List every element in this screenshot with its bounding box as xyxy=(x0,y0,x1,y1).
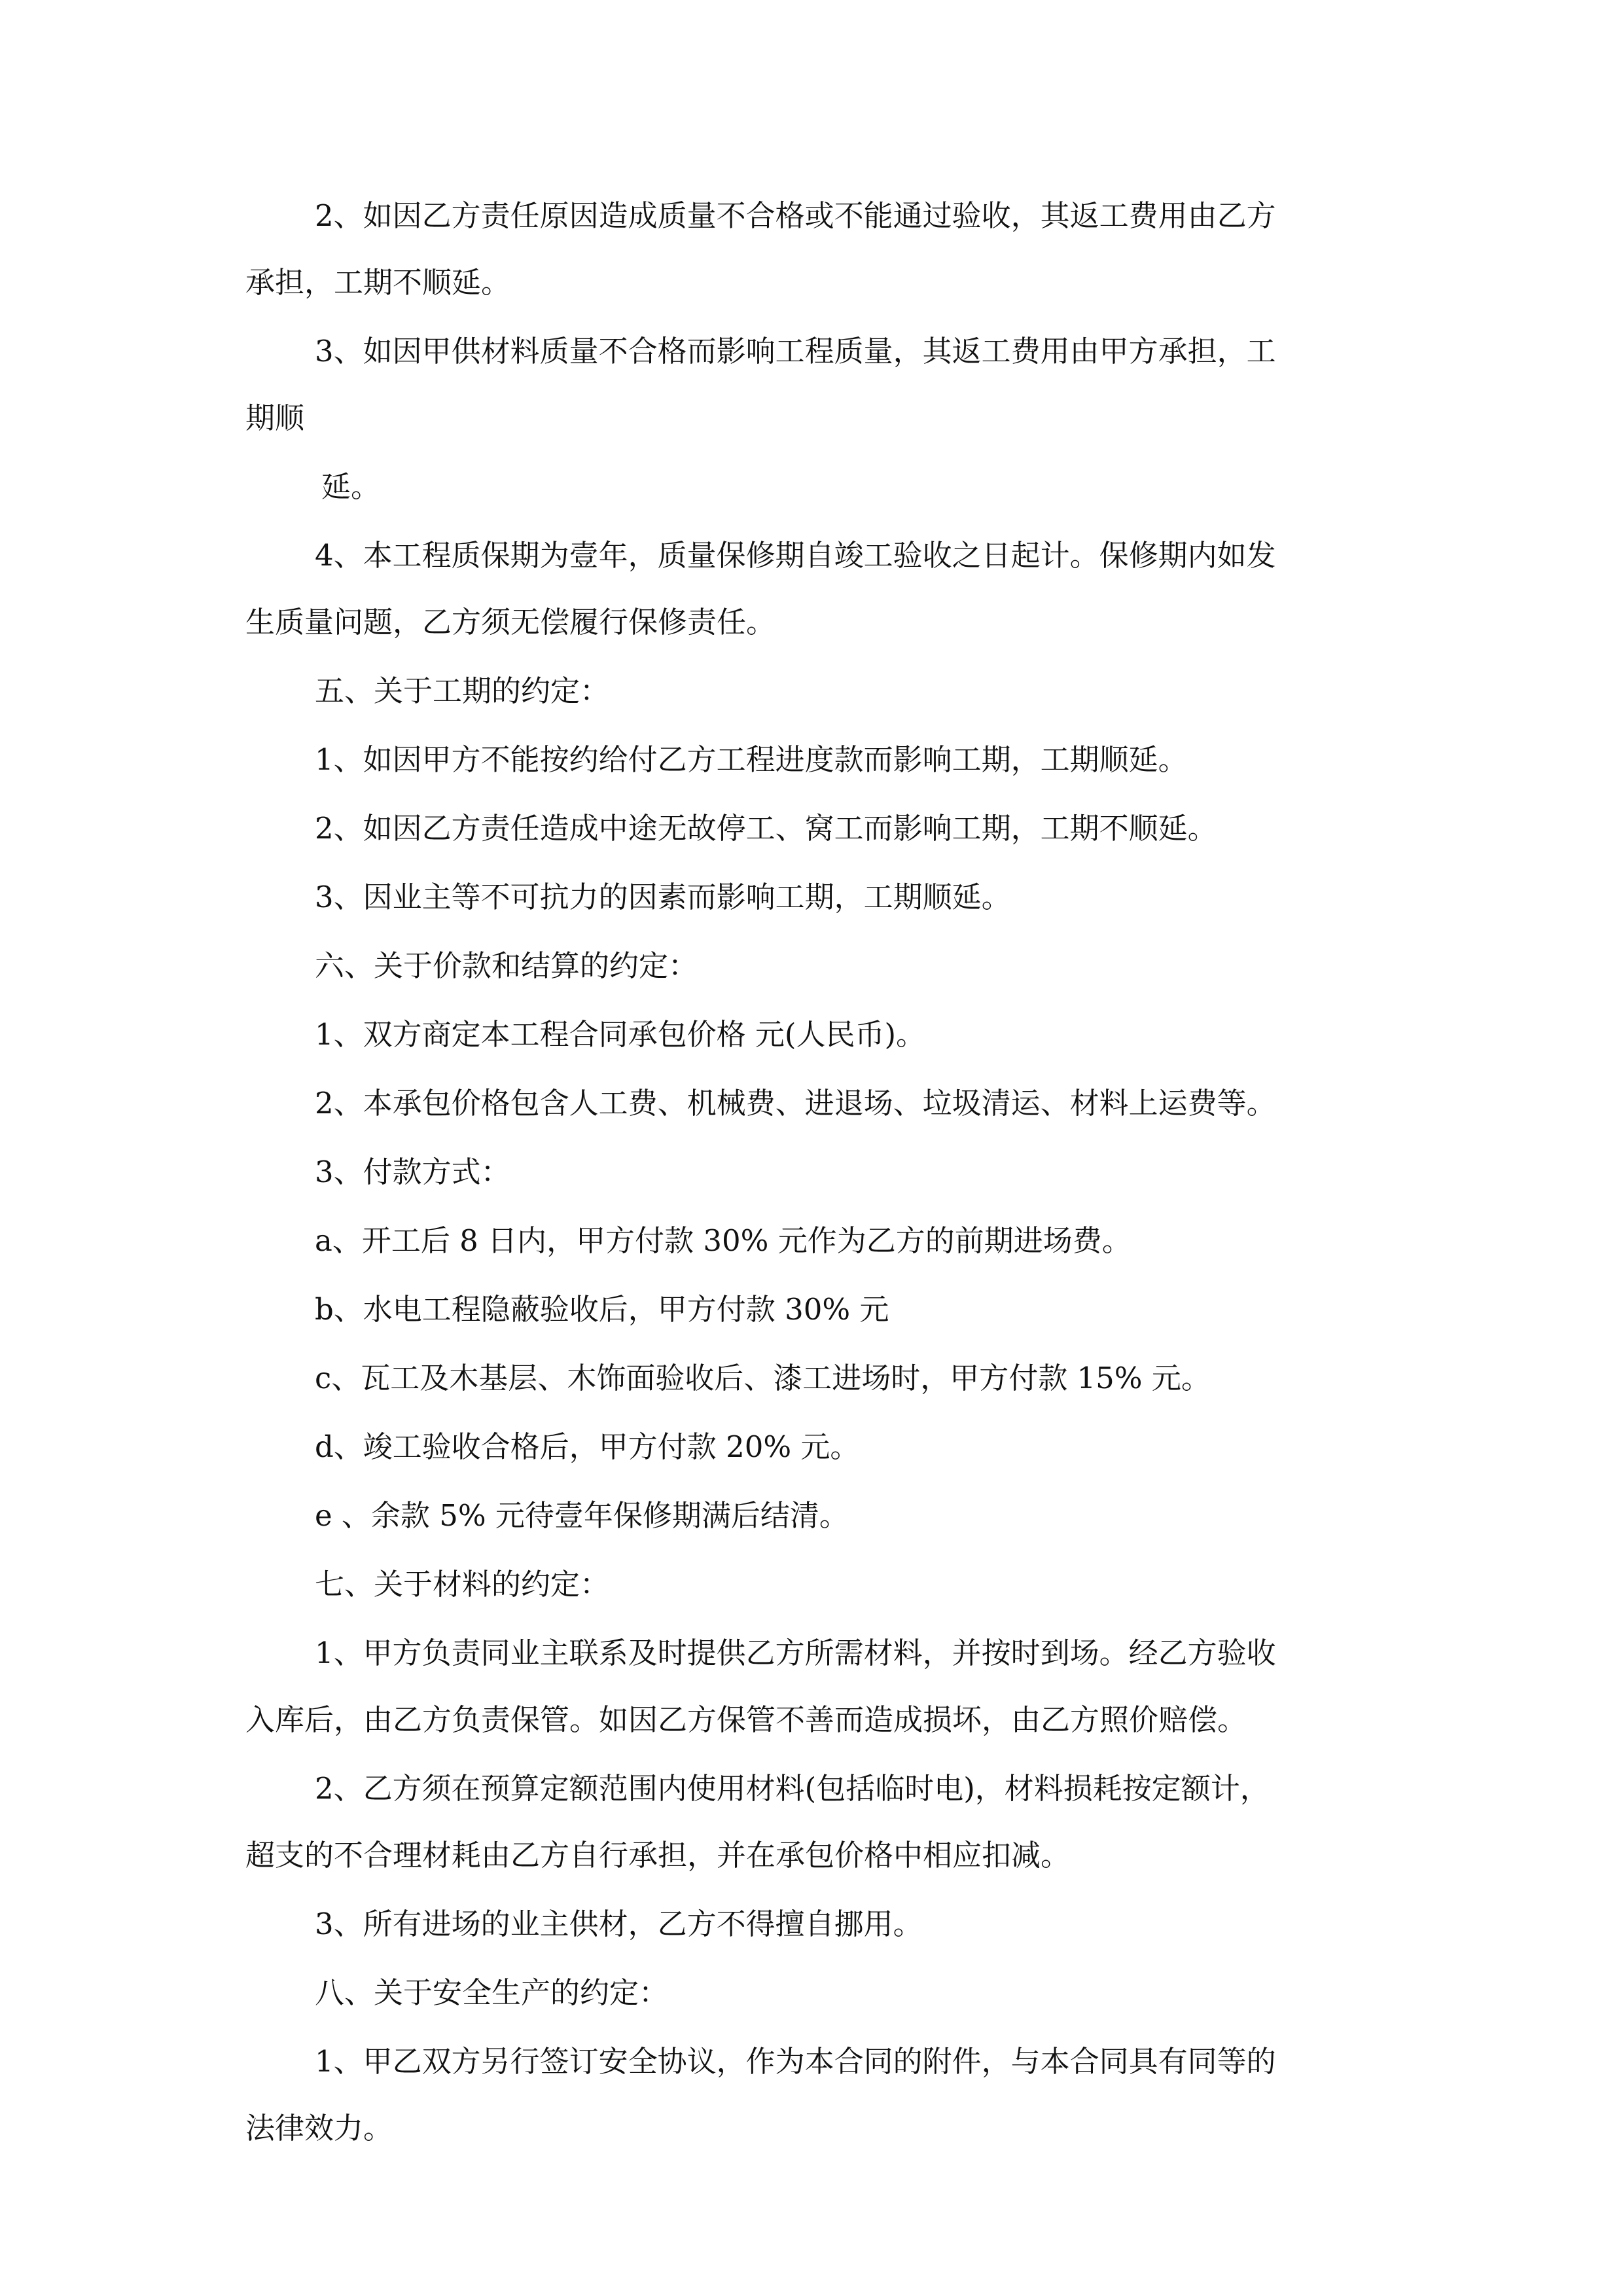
paragraph xyxy=(245,200,1387,299)
paragraph-line: 2、如因乙方责任造成中途无故停工、窝工而影响工期，工期不顺延。 xyxy=(315,811,1217,846)
section-heading-text: 七、关于材料的约定： xyxy=(315,1567,610,1602)
paragraph xyxy=(245,812,1387,845)
paragraph-line: 3、因业主等不可抗力的因素而影响工期，工期顺延。 xyxy=(315,880,1011,914)
section-heading xyxy=(245,1568,1387,1601)
paragraph xyxy=(245,539,1387,639)
section-heading xyxy=(245,1977,1387,2009)
paragraph-line: d、竣工验收合格后，甲方付款 20% 元。 xyxy=(315,1429,860,1464)
paragraph xyxy=(245,1637,1387,1736)
paragraph xyxy=(245,1908,1387,1941)
payment-item xyxy=(245,1293,1387,1326)
paragraph-line: 1、双方商定本工程合同承包价格 元(人民币)。 xyxy=(315,1017,926,1052)
paragraph xyxy=(245,1772,1387,1872)
paragraph xyxy=(245,471,1387,503)
paragraph-line: 2、乙方须在预算定额范围内使用材料(包括临时电)，材料损耗按定额计， xyxy=(315,1771,1270,1806)
paragraph xyxy=(245,1018,1387,1051)
paragraph-line: 4、本工程质保期为壹年，质量保修期自竣工验收之日起计。保修期内如发 xyxy=(315,538,1276,573)
paragraph-line: 2、本承包价格包含人工费、机械费、进退场、垃圾清运、材料上运费等。 xyxy=(315,1086,1276,1121)
paragraph-line: 3、如因甲供材料质量不合格而影响工程质量，其返工费用由甲方承担，工 xyxy=(315,334,1276,368)
paragraph-line: 期顺 xyxy=(245,401,305,435)
section-heading-text: 六、关于价款和结算的约定： xyxy=(315,948,698,983)
paragraph-line: 承担，工期不顺延。 xyxy=(245,265,511,300)
paragraph-line: e 、余款 5% 元待壹年保修期满后结清。 xyxy=(315,1498,849,1533)
paragraph xyxy=(245,2045,1387,2145)
section-heading-text: 五、关于工期的约定： xyxy=(315,673,610,708)
paragraph xyxy=(245,1087,1387,1120)
paragraph-line: 1、甲方负责同业主联系及时提供乙方所需材料，并按时到场。经乙方验收 xyxy=(315,1636,1276,1670)
paragraph-line: 延。 xyxy=(321,469,381,504)
paragraph-line: 1、如因甲方不能按约给付乙方工程进度款而影响工期，工期顺延。 xyxy=(315,742,1188,777)
paragraph-line: b、水电工程隐蔽验收后，甲方付款 30% 元 xyxy=(315,1292,889,1327)
paragraph-line: 2、如因乙方责任原因造成质量不合格或不能通过验收，其返工费用由乙方 xyxy=(315,198,1276,233)
paragraph-line: c、瓦工及木基层、木饰面验收后、漆工进场时，甲方付款 15% 元。 xyxy=(315,1361,1211,1395)
paragraph-line: 超支的不合理材耗由乙方自行承担，并在承包价格中相应扣减。 xyxy=(245,1838,1071,1873)
paragraph-line: a、开工后 8 日内，甲方付款 30% 元作为乙方的前期进场费。 xyxy=(315,1223,1132,1258)
paragraph xyxy=(245,1156,1387,1189)
paragraph xyxy=(245,881,1387,914)
payment-item xyxy=(245,1362,1387,1395)
paragraph xyxy=(245,744,1387,776)
paragraph-line: 3、付款方式： xyxy=(315,1155,510,1189)
section-heading xyxy=(245,675,1387,708)
paragraph-line: 3、所有进场的业主供材，乙方不得擅自挪用。 xyxy=(315,1907,923,1941)
payment-item xyxy=(245,1431,1387,1463)
paragraph-line: 生质量问题，乙方须无偿履行保修责任。 xyxy=(245,605,776,639)
paragraph-line: 1、甲乙双方另行签订安全协议，作为本合同的附件，与本合同具有同等的 xyxy=(315,2044,1276,2079)
paragraph xyxy=(245,335,1387,435)
payment-item xyxy=(245,1499,1387,1532)
payment-item xyxy=(245,1225,1387,1257)
document-body xyxy=(245,200,1387,2145)
paragraph-line: 入库后，由乙方负责保管。如因乙方保管不善而造成损坏，由乙方照价赔偿。 xyxy=(245,1702,1247,1737)
section-heading xyxy=(245,950,1387,982)
section-heading-text: 八、关于安全生产的约定： xyxy=(315,1975,669,2010)
paragraph-line: 法律效力。 xyxy=(245,2111,393,2145)
